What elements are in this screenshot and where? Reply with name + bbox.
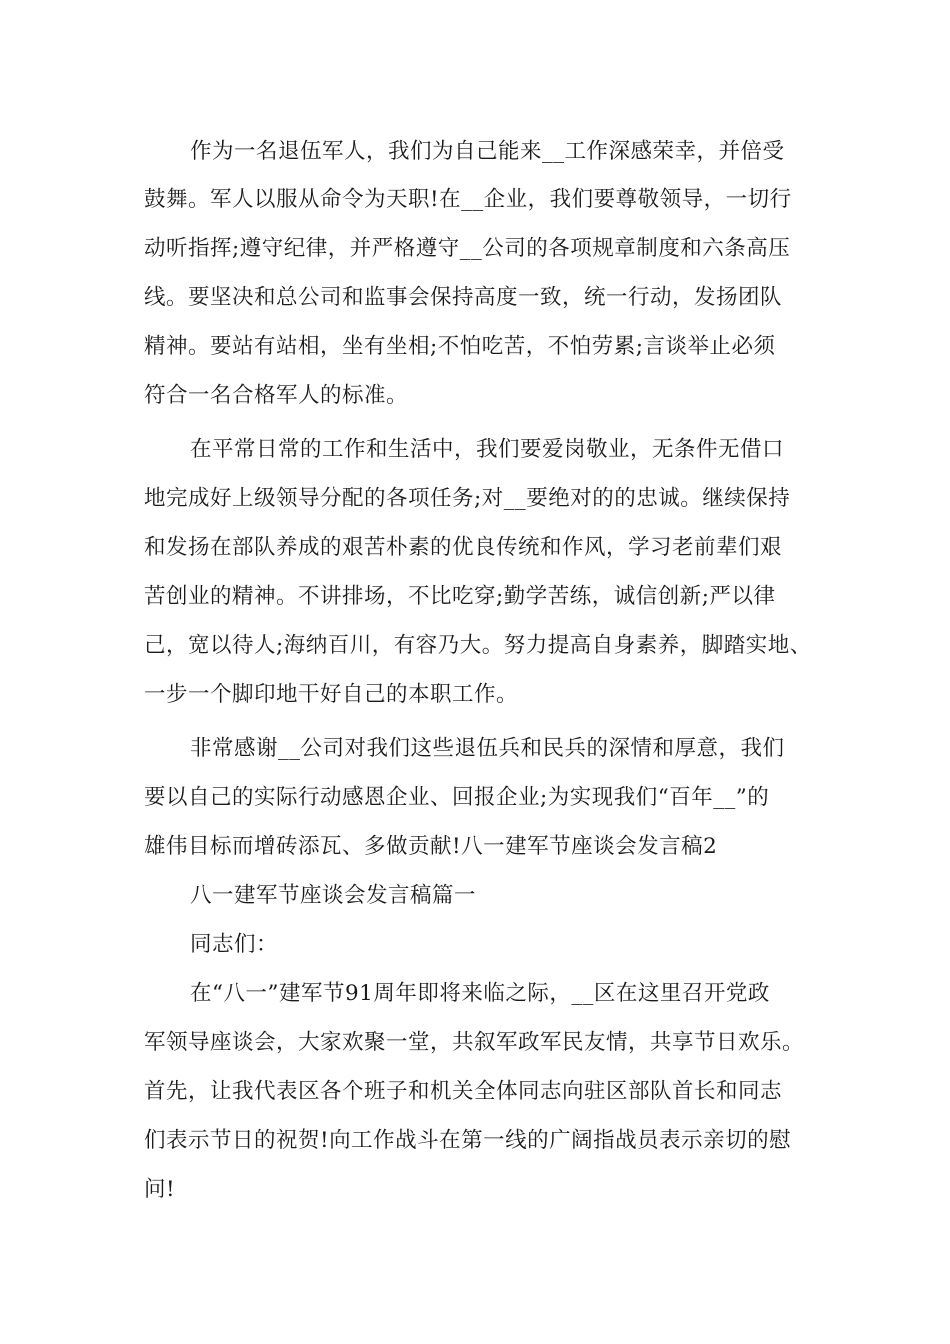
text-line: 非常感谢__公司对我们这些退伍兵和民兵的深情和厚意，我们 bbox=[190, 736, 785, 761]
text-line: 地完成好上级领导分配的各项任务;对__要绝对的的忠诚。继续保持 bbox=[144, 486, 791, 511]
text-line: 一步一个脚印地干好自己的本职工作。 bbox=[144, 682, 519, 707]
text-line: 苦创业的精神。不讲排场，不比吃穿;勤学苦练，诚信创新;严以律 bbox=[144, 584, 776, 609]
text-line: 要以自己的实际行动感恩企业、回报企业;为实现我们“百年__”的 bbox=[144, 785, 770, 810]
section-heading: 八一建军节座谈会发言稿篇一 bbox=[190, 883, 477, 908]
text-line: 鼓舞。军人以服从命令为天职!在__企业，我们要尊敬领导，一切行 bbox=[144, 187, 792, 212]
salutation: 同志们： bbox=[190, 932, 279, 957]
text-line: 符合一名合格军人的标准。 bbox=[144, 383, 409, 408]
text-line: 在“八一”建军节91周年即将来临之际，__区在这里召开党政 bbox=[190, 981, 770, 1006]
text-line: 精神。要站有站相，坐有坐相;不怕吃苦，不怕劳累;言谈举止必须 bbox=[144, 334, 776, 359]
text-line: 在平常日常的工作和生活中，我们要爱岗敬业，无条件无借口 bbox=[190, 437, 785, 462]
text-line: 首先，让我代表区各个班子和机关全体同志向驻区部队首长和同志 bbox=[144, 1079, 783, 1104]
text-line: 己，宽以待人;海纳百川，有容乃大。努力提高自身素养，脚踏实地、 bbox=[144, 633, 812, 658]
text-line: 动听指挥;遵守纪律，并严格遵守__公司的各项规章制度和六条高压 bbox=[144, 236, 791, 261]
text-line: 和发扬在部队养成的艰苦朴素的优良传统和作风，学习老前辈们艰 bbox=[144, 535, 783, 560]
text-line: 雄伟目标而增砖添瓦、多做贡献!八一建军节座谈会发言稿2 bbox=[144, 834, 718, 859]
text-line: 们表示节日的祝贺!向工作战斗在第一线的广阔指战员表示亲切的慰 bbox=[144, 1128, 792, 1153]
text-line: 问! bbox=[144, 1177, 176, 1202]
text-line: 线。要坚决和总公司和监事会保持高度一致，统一行动，发扬团队 bbox=[144, 285, 783, 310]
text-line: 军领导座谈会，大家欢聚一堂，共叙军政军民友情，共享节日欢乐。 bbox=[144, 1030, 805, 1055]
text-line: 作为一名退伍军人，我们为自己能来__工作深感荣幸，并倍受 bbox=[190, 139, 785, 164]
